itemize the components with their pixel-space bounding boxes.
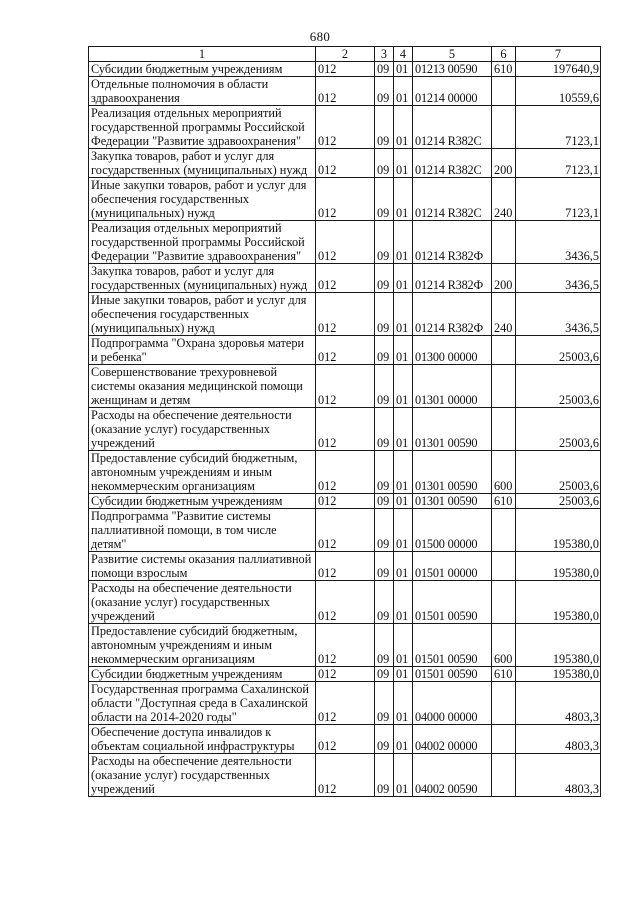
row-description: Расходы на обеспечение деятельности (оказание услуг) государственных учреждений — [89, 408, 316, 451]
row-section-code: 09 — [375, 221, 394, 264]
row-ministry-code: 012 — [316, 178, 375, 221]
row-target-article-code: 01214 R382C — [413, 106, 492, 149]
row-description: Отдельные полномочия в области здравоохранения — [89, 77, 316, 106]
table-row — [89, 682, 601, 725]
row-amount: 3436,5 — [516, 221, 601, 264]
row-description: Иные закупки товаров, работ и услуг для обеспечения государственных (муниципальных) нужд — [89, 178, 316, 221]
row-target-article-code: 01301 00590 — [413, 451, 492, 494]
row-section-code: 09 — [375, 293, 394, 336]
table-row — [89, 581, 601, 624]
row-description: Расходы на обеспечение деятельности (оказание услуг) государственных учреждений — [89, 754, 316, 797]
column-header: 2 — [316, 47, 375, 62]
row-expense-type-code — [492, 408, 516, 451]
row-amount: 195380,0 — [516, 509, 601, 552]
row-target-article-code: 01501 00590 — [413, 581, 492, 624]
row-section-code: 09 — [375, 336, 394, 365]
table-row — [89, 77, 601, 106]
row-expense-type-code: 610 — [492, 667, 516, 682]
row-expense-type-code — [492, 725, 516, 754]
row-amount: 25003,6 — [516, 365, 601, 408]
row-expense-type-code — [492, 581, 516, 624]
row-target-article-code: 04000 00000 — [413, 682, 492, 725]
row-expense-type-code: 600 — [492, 624, 516, 667]
row-description: Реализация отдельных мероприятий государственной программы Российской Федерации "Развитие здравоохранения" — [89, 106, 316, 149]
row-subsection-code: 01 — [394, 293, 413, 336]
row-ministry-code: 012 — [316, 682, 375, 725]
row-section-code: 09 — [375, 451, 394, 494]
row-amount: 3436,5 — [516, 264, 601, 293]
row-subsection-code: 01 — [394, 552, 413, 581]
row-section-code: 09 — [375, 77, 394, 106]
row-expense-type-code — [492, 365, 516, 408]
row-expense-type-code: 200 — [492, 264, 516, 293]
row-description: Закупка товаров, работ и услуг для государственных (муниципальных) нужд — [89, 264, 316, 293]
table-row — [89, 149, 601, 178]
row-amount: 195380,0 — [516, 552, 601, 581]
table-row — [89, 754, 601, 797]
row-subsection-code: 01 — [394, 581, 413, 624]
column-header: 5 — [413, 47, 492, 62]
row-target-article-code: 01501 00590 — [413, 667, 492, 682]
row-section-code: 09 — [375, 365, 394, 408]
row-description: Развитие системы оказания паллиативной помощи взрослым — [89, 552, 316, 581]
row-ministry-code: 012 — [316, 221, 375, 264]
row-amount: 25003,6 — [516, 408, 601, 451]
row-expense-type-code: 610 — [492, 494, 516, 509]
row-target-article-code: 01214 00000 — [413, 77, 492, 106]
row-amount: 197640,9 — [516, 62, 601, 77]
row-subsection-code: 01 — [394, 77, 413, 106]
row-description: Предоставление субсидий бюджетным, автономным учреждениям и иным некоммерческим организациям — [89, 624, 316, 667]
budget-table — [88, 46, 601, 797]
row-ministry-code: 012 — [316, 106, 375, 149]
row-description: Реализация отдельных мероприятий государственной программы Российской Федерации "Развитие здравоохранения" — [89, 221, 316, 264]
table-row — [89, 264, 601, 293]
row-description: Подпрограмма "Развитие системы паллиативной помощи, в том числе детям" — [89, 509, 316, 552]
row-amount: 7123,1 — [516, 178, 601, 221]
row-ministry-code: 012 — [316, 552, 375, 581]
row-subsection-code: 01 — [394, 264, 413, 293]
row-subsection-code: 01 — [394, 682, 413, 725]
table-row — [89, 106, 601, 149]
row-subsection-code: 01 — [394, 667, 413, 682]
row-subsection-code: 01 — [394, 624, 413, 667]
row-expense-type-code — [492, 77, 516, 106]
row-amount: 25003,6 — [516, 336, 601, 365]
table-row — [89, 552, 601, 581]
page-number: 680 — [309, 29, 331, 44]
row-target-article-code: 01301 00590 — [413, 494, 492, 509]
row-section-code: 09 — [375, 725, 394, 754]
row-target-article-code: 01214 R382C — [413, 149, 492, 178]
row-target-article-code: 04002 00000 — [413, 725, 492, 754]
row-ministry-code: 012 — [316, 725, 375, 754]
row-description: Совершенствование трехуровневой системы оказания медицинской помощи женщинам и детям — [89, 365, 316, 408]
table-row — [89, 624, 601, 667]
row-section-code: 09 — [375, 106, 394, 149]
row-description: Субсидии бюджетным учреждениям — [89, 494, 316, 509]
row-ministry-code: 012 — [316, 754, 375, 797]
row-description: Иные закупки товаров, работ и услуг для обеспечения государственных (муниципальных) нужд — [89, 293, 316, 336]
row-target-article-code: 01301 00590 — [413, 408, 492, 451]
row-target-article-code: 04002 00590 — [413, 754, 492, 797]
row-amount: 25003,6 — [516, 494, 601, 509]
row-target-article-code: 01214 R382Ф — [413, 264, 492, 293]
table-row — [89, 451, 601, 494]
row-section-code: 09 — [375, 509, 394, 552]
row-expense-type-code: 240 — [492, 293, 516, 336]
row-subsection-code: 01 — [394, 408, 413, 451]
row-amount: 4803,3 — [516, 754, 601, 797]
row-subsection-code: 01 — [394, 754, 413, 797]
row-ministry-code: 012 — [316, 62, 375, 77]
row-section-code: 09 — [375, 624, 394, 667]
row-subsection-code: 01 — [394, 451, 413, 494]
row-ministry-code: 012 — [316, 336, 375, 365]
row-amount: 7123,1 — [516, 149, 601, 178]
column-header: 1 — [89, 47, 316, 62]
row-ministry-code: 012 — [316, 667, 375, 682]
row-subsection-code: 01 — [394, 221, 413, 264]
table-header-row — [89, 47, 601, 62]
row-expense-type-code — [492, 509, 516, 552]
row-expense-type-code — [492, 106, 516, 149]
row-expense-type-code: 610 — [492, 62, 516, 77]
row-amount: 3436,5 — [516, 293, 601, 336]
table-row — [89, 293, 601, 336]
table-row — [89, 509, 601, 552]
row-target-article-code: 01300 00000 — [413, 336, 492, 365]
column-header: 7 — [516, 47, 601, 62]
row-description: Субсидии бюджетным учреждениям — [89, 667, 316, 682]
row-ministry-code: 012 — [316, 509, 375, 552]
row-subsection-code: 01 — [394, 336, 413, 365]
row-target-article-code: 01214 R382Ф — [413, 293, 492, 336]
row-expense-type-code: 240 — [492, 178, 516, 221]
table-row — [89, 365, 601, 408]
row-target-article-code: 01501 00590 — [413, 624, 492, 667]
row-amount: 25003,6 — [516, 451, 601, 494]
row-ministry-code: 012 — [316, 451, 375, 494]
row-amount: 4803,3 — [516, 682, 601, 725]
row-subsection-code: 01 — [394, 365, 413, 408]
row-section-code: 09 — [375, 581, 394, 624]
table-row — [89, 62, 601, 77]
table-row — [89, 494, 601, 509]
row-subsection-code: 01 — [394, 494, 413, 509]
row-section-code: 09 — [375, 682, 394, 725]
row-ministry-code: 012 — [316, 624, 375, 667]
row-target-article-code: 01301 00000 — [413, 365, 492, 408]
row-description: Расходы на обеспечение деятельности (оказание услуг) государственных учреждений — [89, 581, 316, 624]
row-expense-type-code: 200 — [492, 149, 516, 178]
row-section-code: 09 — [375, 494, 394, 509]
table-row — [89, 667, 601, 682]
row-target-article-code: 01213 00590 — [413, 62, 492, 77]
row-subsection-code: 01 — [394, 106, 413, 149]
row-section-code: 09 — [375, 264, 394, 293]
table-row — [89, 178, 601, 221]
row-ministry-code: 012 — [316, 264, 375, 293]
row-subsection-code: 01 — [394, 149, 413, 178]
row-subsection-code: 01 — [394, 62, 413, 77]
row-ministry-code: 012 — [316, 365, 375, 408]
table-row — [89, 408, 601, 451]
row-target-article-code: 01214 R382C — [413, 178, 492, 221]
row-section-code: 09 — [375, 178, 394, 221]
column-header: 3 — [375, 47, 394, 62]
table-row — [89, 221, 601, 264]
row-subsection-code: 01 — [394, 509, 413, 552]
row-expense-type-code — [492, 221, 516, 264]
row-ministry-code: 012 — [316, 581, 375, 624]
row-section-code: 09 — [375, 408, 394, 451]
row-amount: 10559,6 — [516, 77, 601, 106]
row-ministry-code: 012 — [316, 494, 375, 509]
row-description: Обеспечение доступа инвалидов к объектам социальной инфраструктуры — [89, 725, 316, 754]
row-ministry-code: 012 — [316, 293, 375, 336]
row-section-code: 09 — [375, 667, 394, 682]
row-target-article-code: 01214 R382Ф — [413, 221, 492, 264]
row-description: Предоставление субсидий бюджетным, автономным учреждениям и иным некоммерческим организациям — [89, 451, 316, 494]
row-description: Закупка товаров, работ и услуг для государственных (муниципальных) нужд — [89, 149, 316, 178]
budget-table-body — [89, 47, 601, 797]
row-amount: 195380,0 — [516, 667, 601, 682]
row-amount: 4803,3 — [516, 725, 601, 754]
row-ministry-code: 012 — [316, 408, 375, 451]
row-section-code: 09 — [375, 754, 394, 797]
row-amount: 7123,1 — [516, 106, 601, 149]
row-description: Подпрограмма "Охрана здоровья матери и ребенка" — [89, 336, 316, 365]
row-subsection-code: 01 — [394, 725, 413, 754]
column-header: 4 — [394, 47, 413, 62]
row-target-article-code: 01501 00000 — [413, 552, 492, 581]
table-row — [89, 725, 601, 754]
row-subsection-code: 01 — [394, 178, 413, 221]
row-ministry-code: 012 — [316, 77, 375, 106]
row-description: Субсидии бюджетным учреждениям — [89, 62, 316, 77]
row-section-code: 09 — [375, 62, 394, 77]
row-expense-type-code — [492, 754, 516, 797]
table-row — [89, 336, 601, 365]
row-section-code: 09 — [375, 552, 394, 581]
row-expense-type-code — [492, 552, 516, 581]
row-description: Государственная программа Сахалинской области "Доступная среда в Сахалинской области на 2014-2020 годы" — [89, 682, 316, 725]
column-header: 6 — [492, 47, 516, 62]
row-target-article-code: 01500 00000 — [413, 509, 492, 552]
row-expense-type-code: 600 — [492, 451, 516, 494]
row-expense-type-code — [492, 336, 516, 365]
row-expense-type-code — [492, 682, 516, 725]
row-ministry-code: 012 — [316, 149, 375, 178]
row-amount: 195380,0 — [516, 581, 601, 624]
row-amount: 195380,0 — [516, 624, 601, 667]
row-section-code: 09 — [375, 149, 394, 178]
